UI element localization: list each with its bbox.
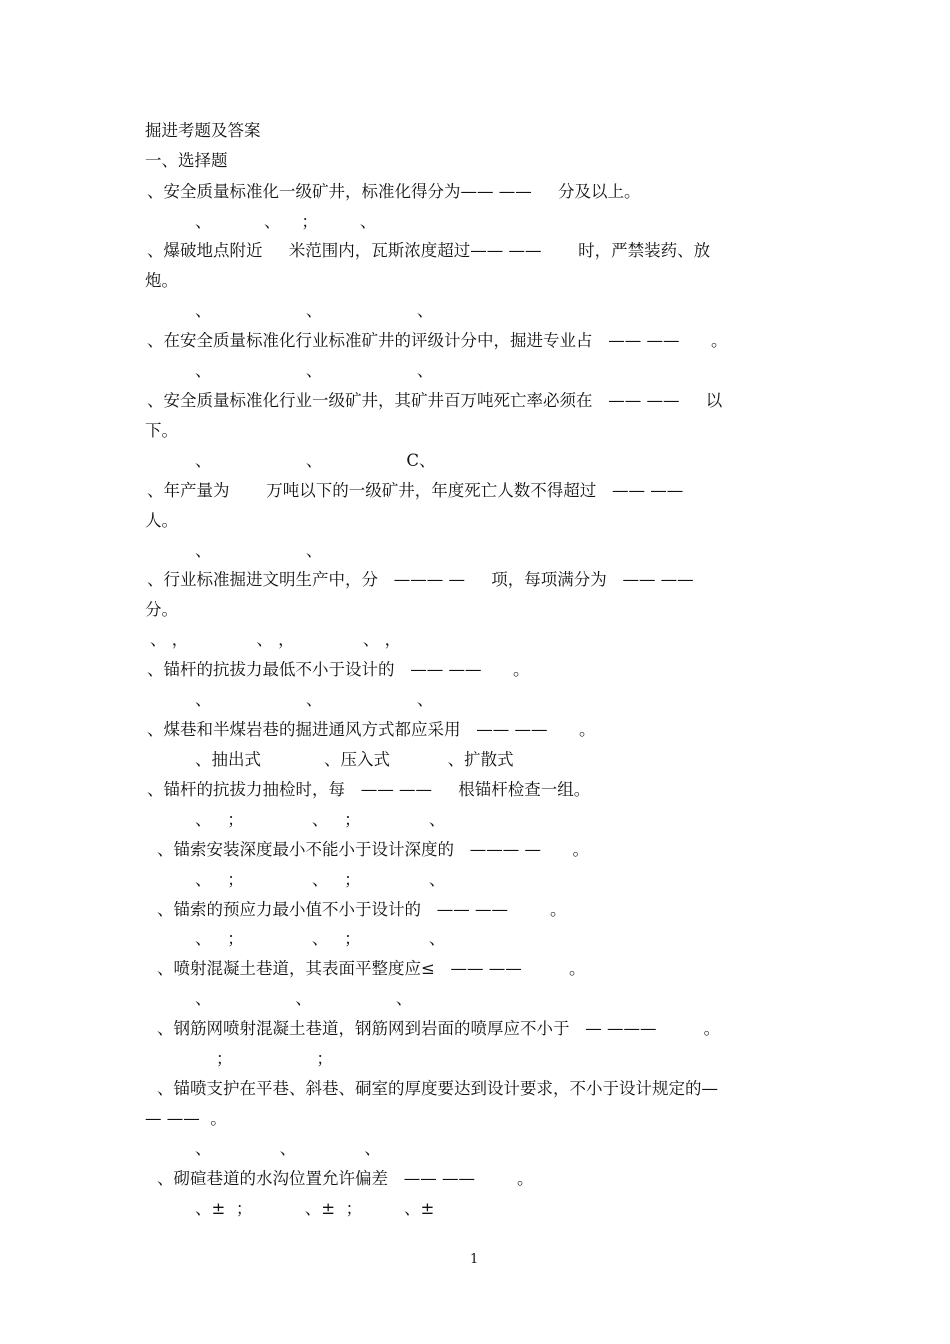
question-options: 、 ， 、 ， 、 ， [150, 630, 402, 649]
question-stem: 、年产量为 万吨以下的一级矿井，年度死亡人数不得超过 —— —— [147, 481, 684, 500]
question-stem: 、锚杆的抗拔力抽检时，每 —— —— 根锚杆检查一组。 [147, 780, 591, 799]
question-stem: 、在安全质量标准化行业标准矿井的评级计分中，掘进专业占 —— —— 。 [147, 331, 728, 350]
question-options: 、 、 、 [195, 301, 434, 320]
question-stem: 、锚喷支护在平巷、斜巷、硐室的厚度要达到设计要求，不小于设计规定的— [157, 1079, 718, 1098]
question-stem-continued: — —— 。 [145, 1109, 227, 1128]
question-stem: 、安全质量标准化一级矿井，标准化得分为—— —— 分及以上。 [147, 182, 641, 201]
question-stem-continued: 人。 [145, 511, 178, 530]
question-options: 、 、 、 [195, 1139, 381, 1158]
question-options: 、 、 、 [195, 989, 413, 1008]
question-options: 、 、 [195, 541, 323, 560]
section-heading: 一、选择题 [145, 151, 228, 170]
question-stem: 、安全质量标准化行业一级矿井，其矿井百万吨死亡率必须在 —— —— 以 [147, 391, 723, 410]
question-options: 、 、 、 [195, 361, 434, 380]
document-title: 掘进考题及答案 [145, 121, 261, 140]
question-stem: 、锚杆的抗拔力最低不小于设计的 —— —— 。 [147, 660, 530, 679]
question-stem: 、锚索安装深度最小不能小于设计深度的 ——— — 。 [157, 840, 589, 859]
question-stem-continued: 下。 [145, 421, 178, 440]
question-stem-continued: 分。 [145, 600, 178, 619]
question-stem: 、砌碹巷道的水沟位置允许偏差 —— —— 。 [157, 1169, 534, 1188]
question-options: 、 ； 、 ； 、 [195, 929, 446, 948]
question-options: 、± ； 、± ； 、± [195, 1199, 435, 1218]
page-number: 1 [470, 1252, 479, 1267]
question-options: ； ； [195, 1049, 333, 1068]
question-stem: 、煤巷和半煤岩巷的掘进通风方式都应采用 —— —— 。 [147, 720, 596, 739]
question-stem-continued: 炮。 [145, 271, 178, 290]
question-stem: 、锚索的预应力最小值不小于设计的 —— —— 。 [157, 900, 567, 919]
question-stem: 、行业标准掘进文明生产中，分 ——— — 项，每项满分为 —— —— [147, 570, 694, 589]
question-stem: 、钢筋网喷射混凝土巷道，钢筋网到岩面的喷厚应不小于 — ——— 。 [157, 1019, 721, 1038]
question-stem: 、爆破地点附近 米范围内，瓦斯浓度超过—— —— 时，严禁装药、放 [147, 241, 711, 260]
question-stem: 、喷射混凝土巷道，其表面平整度应≤ —— —— 。 [157, 959, 586, 978]
question-options: 、 ； 、 ； 、 [195, 870, 446, 889]
question-options: 、 、 C、 [195, 451, 436, 470]
question-options: 、 、 ； 、 [195, 212, 377, 231]
question-options: 、 、 、 [195, 690, 434, 709]
question-options: 、 ； 、 ； 、 [195, 810, 446, 829]
question-options: 、抽出式 、压入式 、扩散式 [195, 750, 514, 769]
